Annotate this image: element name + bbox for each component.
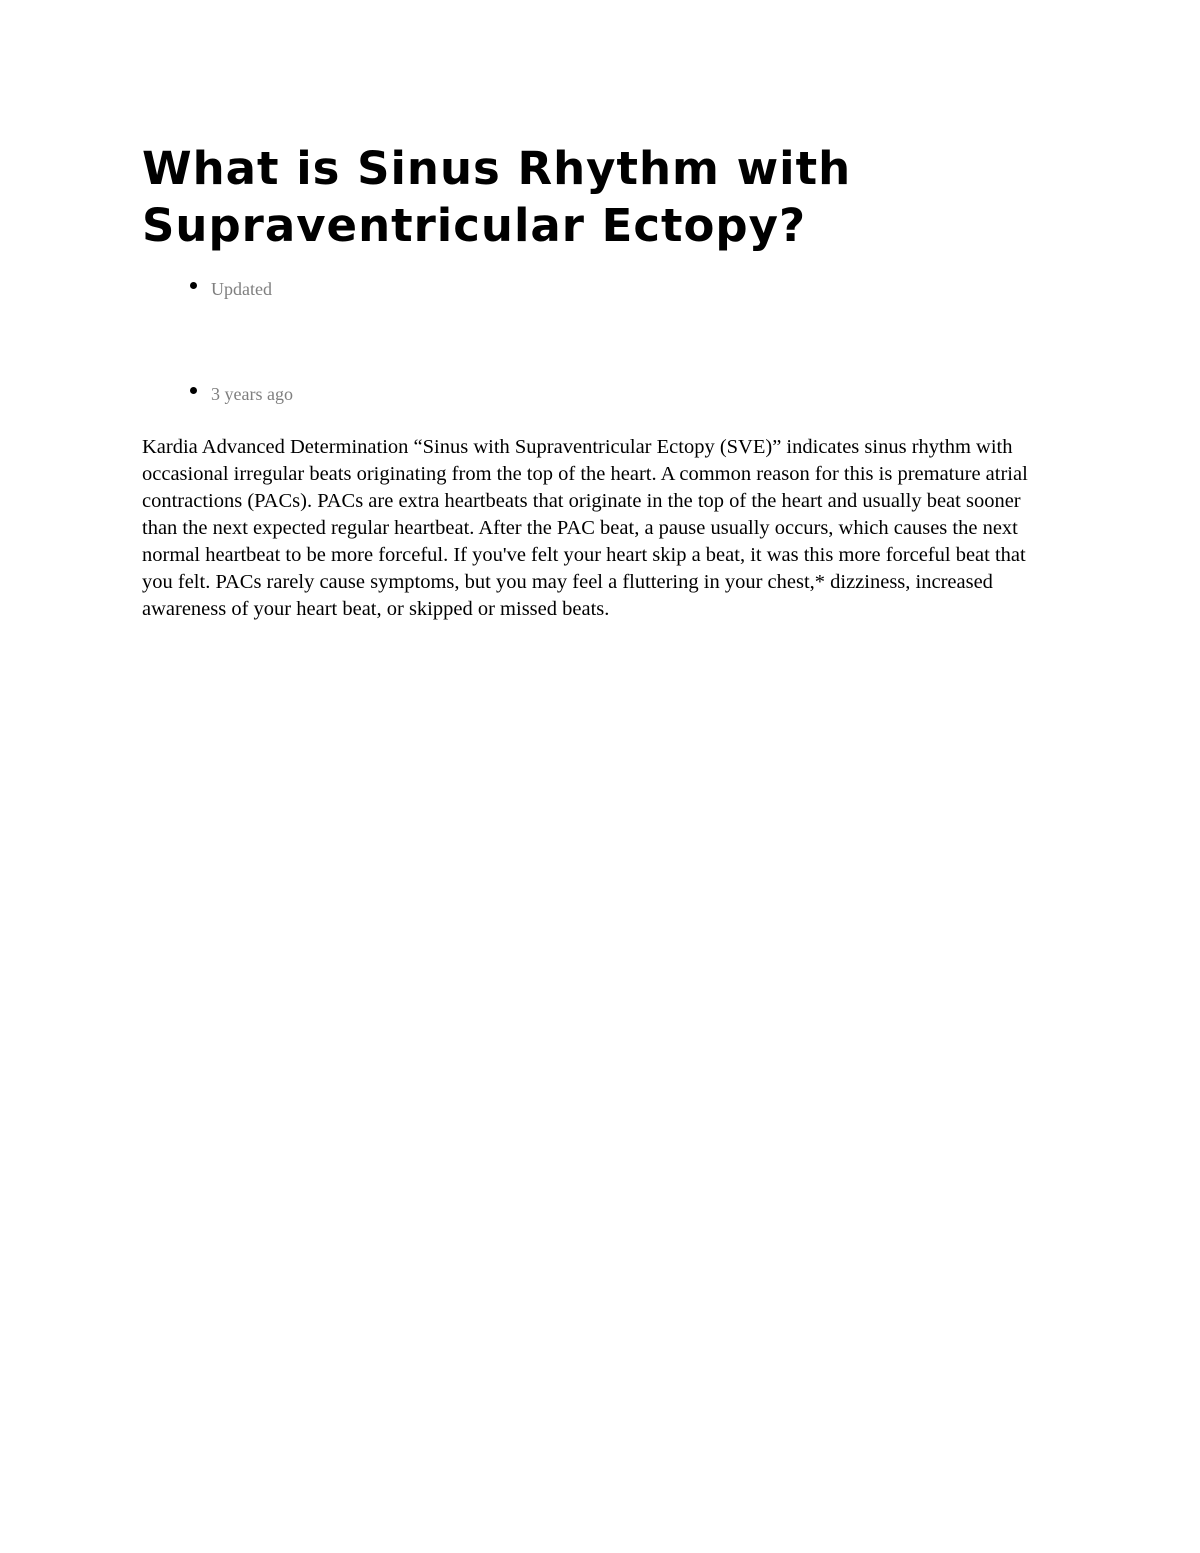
updated-label: Updated: [211, 279, 272, 299]
age-label: 3 years ago: [211, 384, 293, 404]
meta-item-updated: [190, 278, 272, 300]
bullet-icon: [190, 387, 197, 394]
meta-list-age: [190, 383, 293, 405]
article-body: Kardia Advanced Determination “Sinus with Supraventricular Ectopy (SVE)” indicates sinus rhythm with occasional irregular beats originating from the top of the heart. A common reason for this is premature atrial contractions (PACs). PACs are extra heartbeats that originate in the top of the heart and usually beat sooner than the next expected regular heartbeat. After the PAC beat, a pause usually occurs, which causes the next normal heartbeat to be more forceful. If you've felt your heart skip a beat, it was this more forceful beat that you felt. PACs rarely cause symptoms, but you may feel a fluttering in your chest,* dizziness, increased awareness of your heart beat, or skipped or missed beats.: [142, 436, 1028, 620]
bullet-icon: [190, 282, 197, 289]
article-title: What is Sinus Rhythm with Supraventricular Ectopy?: [142, 142, 852, 252]
meta-item-age: [190, 383, 293, 405]
meta-list-updated: [190, 278, 272, 300]
